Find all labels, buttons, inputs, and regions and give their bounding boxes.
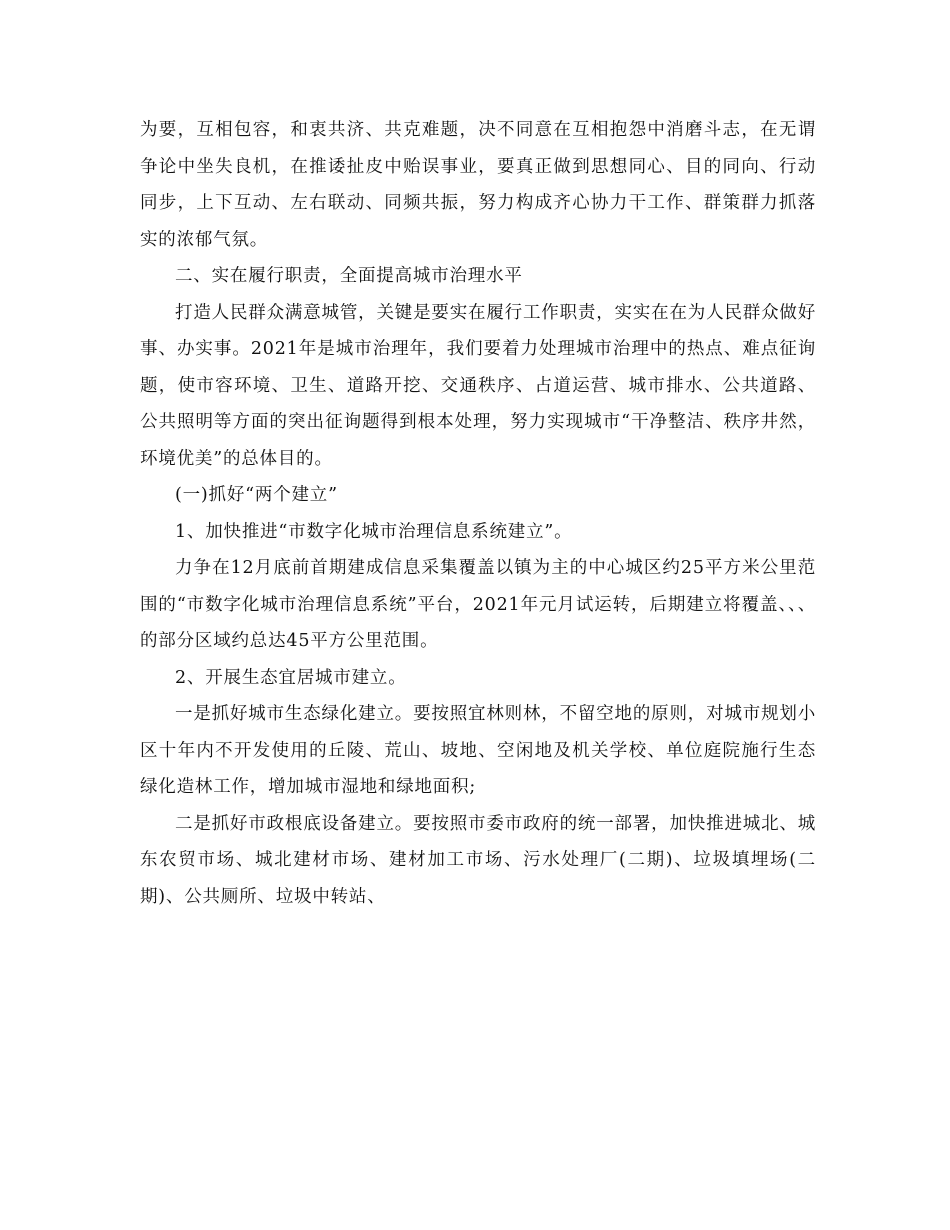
paragraph-continuation: 为要，互相包容，和衷共济、共克难题，决不同意在互相抱怨中消磨斗志，在无谓争论中坐失良机，在推诿扯皮中贻误事业，要真正做到思想同心、目的同向、行动同步，上下互动、左右联动、同频共振，努力构成齐心协力干工作、群策群力抓落实的浓郁气氛。 [140,120,816,250]
paragraph-intro: 打造人民群众满意城管，关键是要实在履行工作职责，实实在在为人民群众做好事、办实事。2021年是城市治理年，我们要着力处理城市治理中的热点、难点征询题，使市容环境、卫生、道路开挖、交通秩序、占道运营、城市排水、公共道路、公共照明等方面的突出征询题得到根本处理，努力实现城市“干净整洁、秩序井然，环境优美”的总体目的。 [140,302,816,469]
paragraph-infrastructure: 二是抓好市政根底设备建立。要按照市委市政府的统一部署，加快推进城北、城东农贸市场、城北建材市场、建材加工市场、污水处理厂(二期)、垃圾填埋场(二期)、公共厕所、垃圾中转站、 [140,813,816,907]
paragraph-greening: 一是抓好城市生态绿化建立。要按照宜林则林，不留空地的原则，对城市规划小区十年内不开发使用的丘陵、荒山、坡地、空闲地及机关学校、单位庭院施行生态绿化造林工作，增加城市湿地和绿地面积; [140,704,816,797]
paragraph-digital-system: 力争在12月底前首期建成信息采集覆盖以镇为主的中心城区约25平方米公里范围的“市数字化城市治理信息系统”平台，2021年元月试运转，后期建立将覆盖、、、的部分区域约总达45平方公里范围。 [140,558,816,651]
section-heading-2: 二、实在履行职责，全面提高城市治理水平 [175,266,523,286]
item-heading-2: 2、开展生态宜居城市建立。 [175,667,407,688]
item-heading-1: 1、加快推进“市数字化城市治理信息系统建立”。 [175,521,573,542]
document-body [140,112,816,915]
subheading-two-constructions: (一)抓好“两个建立” [175,485,338,505]
